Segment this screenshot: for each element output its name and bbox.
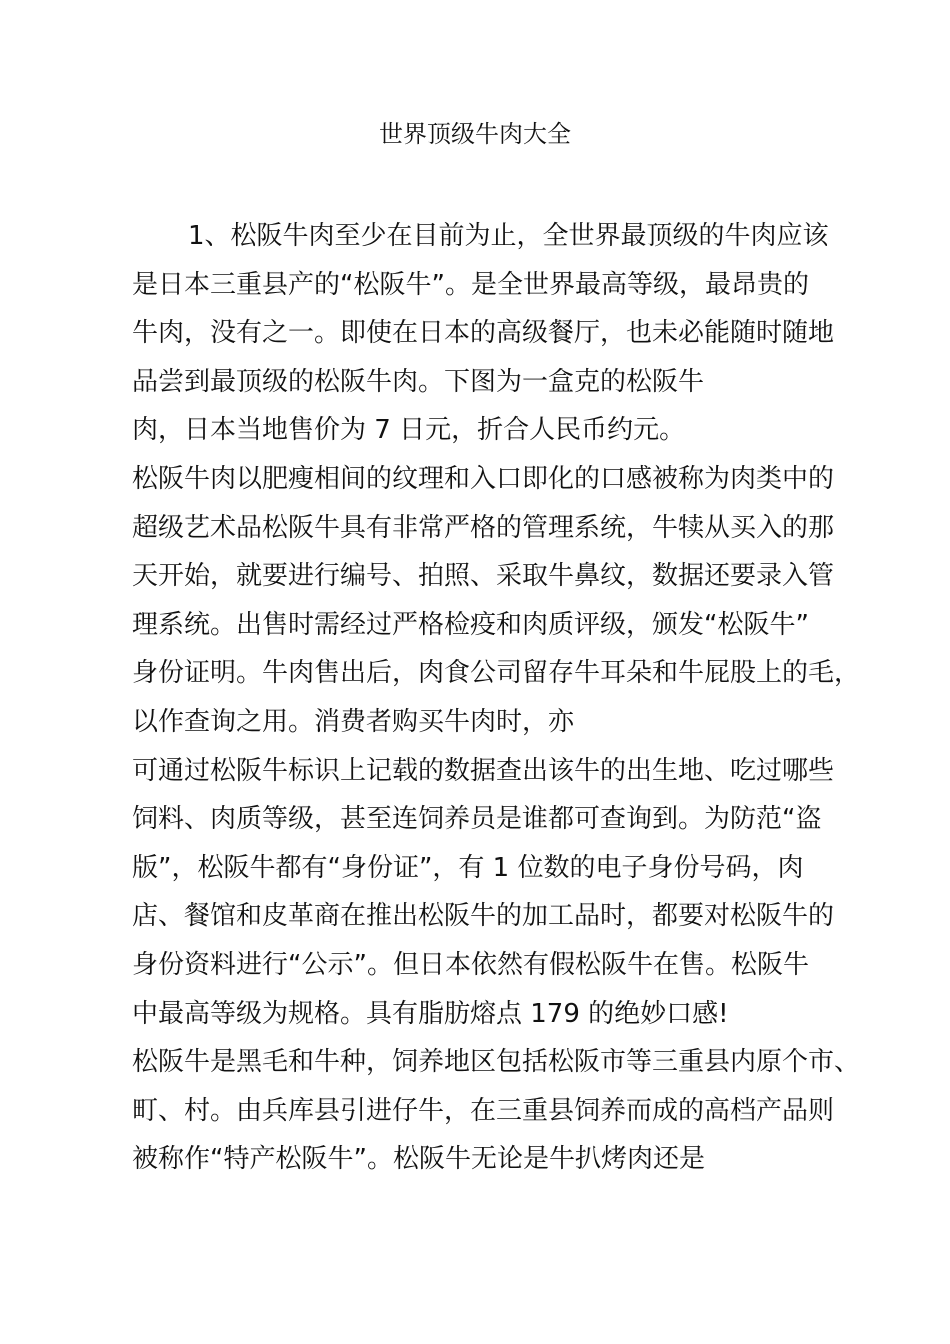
- text-line: 理系统。出售时需经过严格检疫和肉质评级，颁发“松阪牛”: [132, 609, 809, 640]
- text-line: 店、餐馆和皮革商在推出松阪牛的加工品时，都要对松阪牛的: [132, 901, 835, 932]
- text-line: 牛肉，没有之一。即使在日本的高级餐厅，也未必能随时随地: [132, 318, 835, 349]
- text-line: 身份资料进行“公示”。但日本依然有假松阪牛在售。松阪牛: [132, 949, 809, 980]
- text-line: 肉，日本当地售价为 7 日元，折合人民币约元。: [132, 415, 686, 446]
- text-line: 1、松阪牛肉至少在目前为止，全世界最顶级的牛肉应该: [188, 221, 829, 251]
- text-line: 中最高等级为规格。具有脂肪熔点 179 的绝妙口感!: [132, 998, 729, 1029]
- text-line: 超级艺术品松阪牛具有非常严格的管理系统，牛犊从买入的那: [132, 512, 835, 543]
- text-line: 町、村。由兵库县引进仔牛，在三重县饲养而成的高档产品则: [132, 1095, 835, 1126]
- text-line: 品尝到最顶级的松阪牛肉。下图为一盒克的松阪牛: [132, 366, 705, 397]
- text-line: 身份证明。牛肉售出后，肉食公司留存牛耳朵和牛屁股上的毛，: [132, 658, 861, 689]
- text-line: 是日本三重县产的“松阪牛”。是全世界最高等级，最昂贵的: [132, 269, 809, 300]
- document-body: [132, 212, 861, 1184]
- text-line: 被称作“特产松阪牛”。松阪牛无论是牛扒烤肉还是: [132, 1144, 705, 1175]
- text-line: 天开始，就要进行编号、拍照、采取牛鼻纹，数据还要录入管: [132, 561, 835, 592]
- text-line: 以作查询之用。消费者购买牛肉时，亦: [132, 706, 575, 737]
- text-line: 松阪牛是黑毛和牛种，饲养地区包括松阪市等三重县内原个市、: [132, 1047, 861, 1078]
- text-line: 松阪牛肉以肥瘦相间的纹理和入口即化的口感被称为肉类中的: [132, 463, 835, 494]
- text-line: 饲料、肉质等级，甚至连饲养员是谁都可查询到。为防范“盗: [132, 804, 822, 835]
- text-line: 版”，松阪牛都有“身份证”，有 1 位数的电子身份号码，肉: [132, 852, 804, 883]
- text-line: 可通过松阪牛标识上记载的数据查出该牛的出生地、吃过哪些: [132, 755, 835, 786]
- document-title: 世界顶级牛肉大全: [379, 120, 571, 148]
